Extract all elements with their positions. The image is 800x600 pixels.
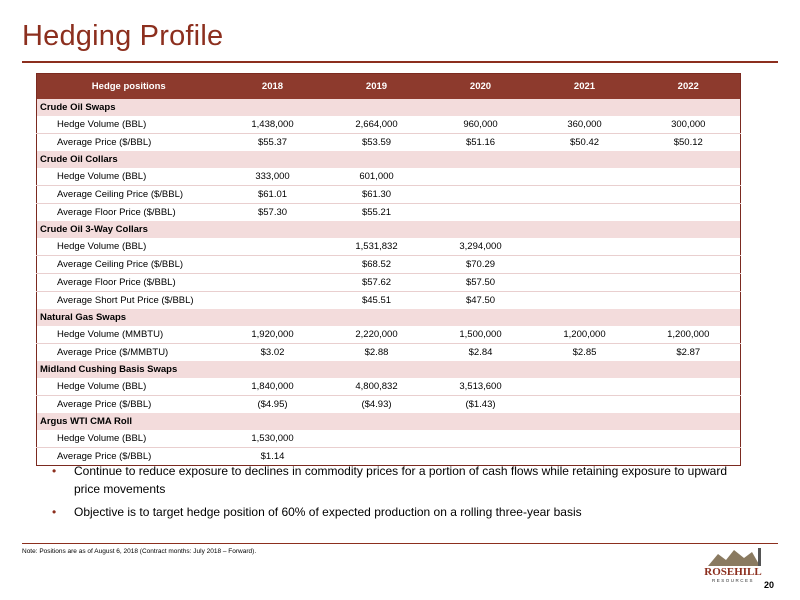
table-row [37,344,741,362]
section-row [37,413,741,430]
section-label: Crude Oil 3-Way Collars [37,221,741,238]
table-cell: 3,513,600 [429,378,533,396]
hedge-positions-table [36,73,741,466]
bullet-text: Continue to reduce exposure to declines in commodity prices for a portion of cash flows while retaining exposure to upward price movements [74,464,728,496]
table-cell: ($4.93) [361,399,392,410]
table-cell [637,168,741,186]
section-label: Midland Cushing Basis Swaps [37,361,741,378]
table-cell: 360,000 [533,116,637,134]
table-cell: 1,531,832 [325,238,429,256]
table-cell [637,430,741,448]
table-cell [429,204,533,222]
table-cell [637,292,741,310]
table-cell [221,292,325,310]
table-cell: 1,840,000 [221,378,325,396]
table-cell [637,204,741,222]
table-cell: $2.84 [468,347,493,358]
table-row [37,256,741,274]
table-cell [533,430,637,448]
table-row [37,430,741,448]
table-cell: 300,000 [637,116,741,134]
row-label: Average Price ($/BBL) [57,137,152,148]
table-cell: $51.16 [465,137,496,148]
table-row [37,238,741,256]
column-header: 2020 [429,74,533,100]
bullet-list [52,462,752,526]
rosehill-logo [698,546,768,584]
table-cell [637,396,741,414]
column-header: 2021 [533,74,637,100]
table-cell [533,186,637,204]
section-row [37,151,741,168]
table-cell: $55.21 [361,207,392,218]
table-cell: $45.51 [361,295,392,306]
table-row [37,186,741,204]
table-row [37,204,741,222]
table-cell [637,274,741,292]
table-cell: $2.88 [364,347,389,358]
table-cell: $1.14 [260,451,285,462]
table-cell: $3.02 [260,347,285,358]
page-number: 20 [764,580,775,590]
page-title: Hedging Profile [22,20,224,52]
table-cell: 333,000 [221,168,325,186]
table-cell: $47.50 [465,295,496,306]
row-label: Hedge Volume (BBL) [37,430,221,448]
table-row [37,326,741,344]
row-label: Average Price ($/BBL) [57,399,152,410]
table-cell: $50.12 [673,137,703,148]
row-label: Hedge Volume (BBL) [37,116,221,134]
table-cell [533,378,637,396]
table-cell: 1,200,000 [533,326,637,344]
table-cell [533,256,637,274]
table-row [37,116,741,134]
row-label: Hedge Volume (MMBTU) [37,326,221,344]
table-cell [533,274,637,292]
table-cell [533,292,637,310]
table-cell: 2,664,000 [325,116,429,134]
table-cell [429,186,533,204]
table-cell: 3,294,000 [429,238,533,256]
section-label: Natural Gas Swaps [37,309,741,326]
section-label: Crude Oil Collars [37,151,741,168]
row-label: Average Floor Price ($/BBL) [37,274,221,292]
bullet-item [52,503,752,521]
table-cell [429,430,533,448]
table-cell: $55.37 [257,137,288,148]
bullet-icon: • [52,505,57,519]
bullet-icon: • [52,464,57,478]
table-cell: $50.42 [569,137,600,148]
table-cell: $61.30 [325,186,429,204]
table-cell: 1,500,000 [429,326,533,344]
table-row [37,396,741,414]
section-label: Crude Oil Swaps [37,99,741,116]
table-cell: 1,530,000 [221,430,325,448]
table-cell [533,168,637,186]
table-cell: $57.50 [429,274,533,292]
column-header: 2022 [637,74,741,100]
table-cell [533,238,637,256]
table-cell: 1,920,000 [221,326,325,344]
table-cell: ($4.95) [257,399,288,410]
row-label: Average Ceiling Price ($/BBL) [37,186,221,204]
table-cell [325,430,429,448]
logo-text: ROSEHILL [704,566,762,578]
column-header: 2019 [325,74,429,100]
table-cell: 1,200,000 [637,326,741,344]
table-cell: $53.59 [361,137,392,148]
footer-divider [22,543,778,544]
table-row [37,134,741,152]
row-label: Average Price ($/BBL) [57,451,152,462]
table-cell: 2,220,000 [325,326,429,344]
table-cell: 960,000 [429,116,533,134]
table-cell [533,396,637,414]
row-label: Average Short Put Price ($/BBL) [57,295,194,306]
table-cell: ($1.43) [465,399,496,410]
column-header: Hedge positions [37,74,221,100]
table-cell [221,274,325,292]
row-label: Average Ceiling Price ($/BBL) [37,256,221,274]
table-cell: $2.87 [676,347,701,358]
table-cell [637,238,741,256]
logo-subtext: RESOURCES [711,578,755,583]
bullet-text: Objective is to target hedge position of 60% of expected production on a rolling three-year basis [74,505,582,519]
table-cell: $57.62 [325,274,429,292]
table-row [37,378,741,396]
table-cell: $61.01 [221,186,325,204]
title-divider [22,61,778,63]
row-label: Average Floor Price ($/BBL) [57,207,176,218]
table-row [37,168,741,186]
section-row [37,309,741,326]
footnote: Note: Positions are as of August 6, 2018 (Contract months: July 2018 – Forward). [22,548,257,555]
table-header-row [37,74,741,100]
table-row [37,274,741,292]
table-cell [221,256,325,274]
table-cell: $57.30 [257,207,288,218]
table-cell: 1,438,000 [221,116,325,134]
table-cell [637,378,741,396]
table-cell: $68.52 [325,256,429,274]
table-cell [429,168,533,186]
bullet-item [52,462,752,498]
table-cell: $70.29 [429,256,533,274]
table-cell [533,204,637,222]
section-label: Argus WTI CMA Roll [37,413,741,430]
section-row [37,361,741,378]
row-label: Hedge Volume (BBL) [37,378,221,396]
table-cell [637,256,741,274]
table-cell: $2.85 [572,347,597,358]
table-cell: 601,000 [325,168,429,186]
row-label: Average Price ($/MMBTU) [57,347,169,358]
row-label: Hedge Volume (BBL) [37,238,221,256]
column-header: 2018 [221,74,325,100]
row-label: Hedge Volume (BBL) [37,168,221,186]
table-cell [221,238,325,256]
section-row [37,221,741,238]
table-row [37,292,741,310]
section-row [37,99,741,116]
table-cell: 4,800,832 [325,378,429,396]
table-cell [637,186,741,204]
